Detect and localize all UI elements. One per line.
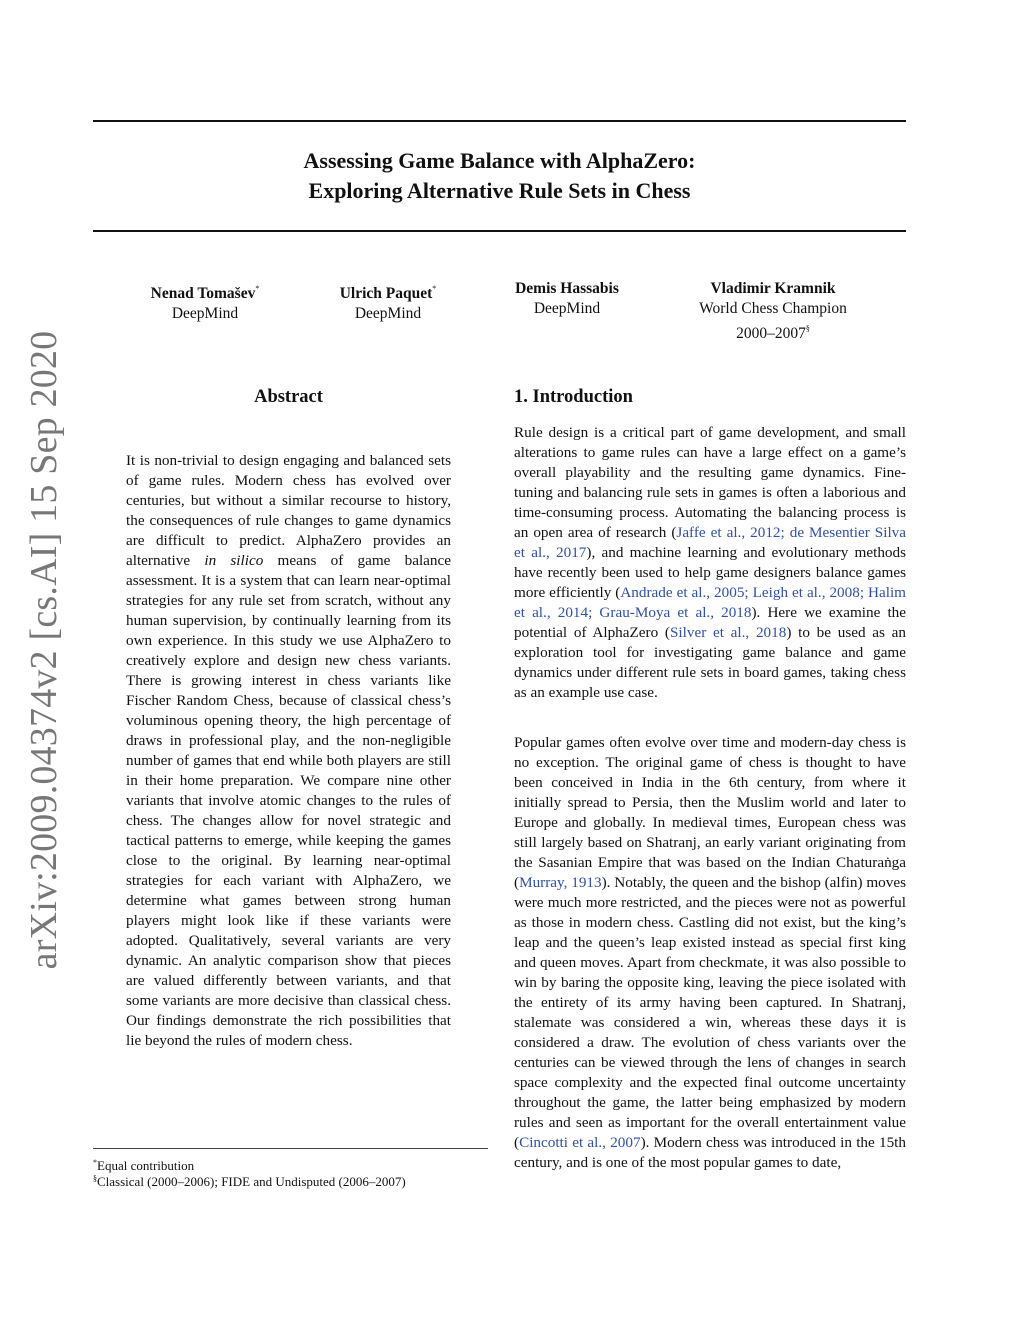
arxiv-identifier: arXiv:2009.04374v2 [cs.AI] 15 Sep 2020 — [23, 330, 65, 970]
citation-link[interactable]: Andrade et al., 2005; Leigh et al., 2008; Halim et al., 2014; Grau-Moya et al., 2018 — [514, 584, 906, 621]
title-rule-top — [93, 120, 906, 122]
paper-title — [93, 146, 906, 206]
introduction-paragraph-1: Rule design is a critical part of game development, and small alterations to game rules can have a large effect on a game’s overall playability and the resulting game dynamics. Fine-tuning and balancing rule sets in games is often a laborious and time-consuming process. Automating the balancing process is an open area of research (Jaffe et al., 2012; de Mesentier Silva et al., 2017), and machine learning and evolutionary methods have recently been used to help game designers balance games more efficiently (Andrade et al., 2005; Leigh et al., 2008; Halim et al., 2014; Grau-Moya et al., 2018). Here we examine the potential of AlphaZero (Silver et al., 2018) to be used as an exploration tool for investigating game balance and game dynamics under different rule sets in board games, taking chess as an example use case. — [514, 424, 907, 701]
author-name: Nenad Tomašev — [150, 285, 256, 302]
footnote-2: §Classical (2000–2006); FIDE and Undisputed (2006–2007) — [93, 1174, 406, 1189]
author-name: Ulrich Paquet — [339, 285, 433, 302]
author-mark: * — [255, 284, 260, 293]
citation-link[interactable]: Murray, 1913 — [519, 874, 602, 891]
introduction-paragraph-2: Popular games often evolve over time and modern-day chess is no exception. The original game of chess is thought to have been conceived in India in the 6th century, from where it initially spread to Persia, then the Muslim world and later to Europe and globally. In medieval times, European chess was still largely based on Shatranj, an early variant originating from the Sasanian Empire that was based on the Indian Chaturaṅga (Murray, 1913). Notably, the queen and the bishop (alfin) moves were much more restricted, and the pieces were not as powerful as those in modern chess. Castling did not exist, but the king’s leap and the queen’s leap existed instead as special first king and queen moves. Apart from checkmate, it was also possible to win by baring the opposite king, leaving the piece isolated with the entirety of its army having been captured. In Shatranj, stalemate was considered a win, whereas these days it is considered a draw. The evolution of chess variants over the centuries can be viewed through the lens of changes in search space complexity and the expected final outcome uncertainty throughout the game, the latter being emphasized by modern rules and seen as important for the overall entertainment value (Cincotti et al., 2007). Modern chess was introduced in the 15th century, and is one of the most popular games to date, — [514, 734, 907, 1171]
author-name: Vladimir Kramnik — [710, 280, 836, 297]
title-rule-bottom — [93, 230, 906, 232]
footnote-mark: * — [93, 1158, 97, 1167]
author-block — [340, 279, 437, 324]
abstract-text: It is non-trivial to design engaging and balanced sets of game rules. Modern chess has evolved over centuries, but without a similar recourse to history, the consequences of rule changes to game dynamics are difficult to predict. AlphaZero provides an alternative in silico means of game balance assessment. It is a system that can learn near-optimal strategies for any rule set from scratch, without any human supervision, by continually learning from its own experience. In this study we use AlphaZero to creatively explore and design new chess variants. There is growing interest in chess variants like Fischer Random Chess, because of classical chess’s voluminous opening theory, the high percentage of draws in professional play, and the non-negligible number of games that end while both players are still in their home preparation. We compare nine other variants that involve atomic changes to the rules of chess. The changes allow for novel strategic and tactical patterns to emerge, while keeping the games close to the original. By learning near-optimal strategies for each variant with AlphaZero, we determine what games between strong human players might look like if these variants were adopted. Qualitatively, several variants are very dynamic. An analytic comparison show that pieces are valued differently between variants, and that some variants are more decisive than classical chess. Our findings demonstrate the rich possibilities that lie beyond the rules of modern chess. — [126, 452, 452, 1049]
author-affiliation: World Chess Champion — [699, 300, 847, 317]
introduction-heading: 1. Introduction — [514, 387, 633, 407]
footnote-rule — [93, 1148, 488, 1149]
citation-link[interactable]: Jaffe et al., 2012; de Mesentier Silva et al., 2017 — [514, 524, 906, 561]
title-line-1: Assessing Game Balance with AlphaZero: — [303, 148, 696, 173]
author-affiliation: DeepMind — [354, 305, 422, 322]
abstract-heading: Abstract — [254, 387, 323, 407]
author-affiliation: DeepMind — [171, 305, 239, 322]
citation-link[interactable]: Silver et al., 2018 — [669, 624, 787, 641]
author-block — [699, 279, 847, 344]
title-line-2: Exploring Alternative Rule Sets in Chess — [308, 178, 691, 203]
author-block — [515, 279, 619, 319]
abstract-italic: in silico — [204, 552, 264, 569]
author-affiliation: DeepMind — [533, 300, 601, 317]
author-extra: 2000–2007 — [736, 325, 806, 342]
author-extra-mark: § — [805, 324, 810, 333]
author-block — [151, 279, 260, 324]
footnote-mark: § — [93, 1174, 97, 1183]
footnote-1: *Equal contribution — [93, 1158, 195, 1173]
citation-link[interactable]: Cincotti et al., 2007 — [519, 1134, 641, 1151]
author-name: Demis Hassabis — [515, 280, 619, 297]
author-mark: * — [432, 284, 437, 293]
